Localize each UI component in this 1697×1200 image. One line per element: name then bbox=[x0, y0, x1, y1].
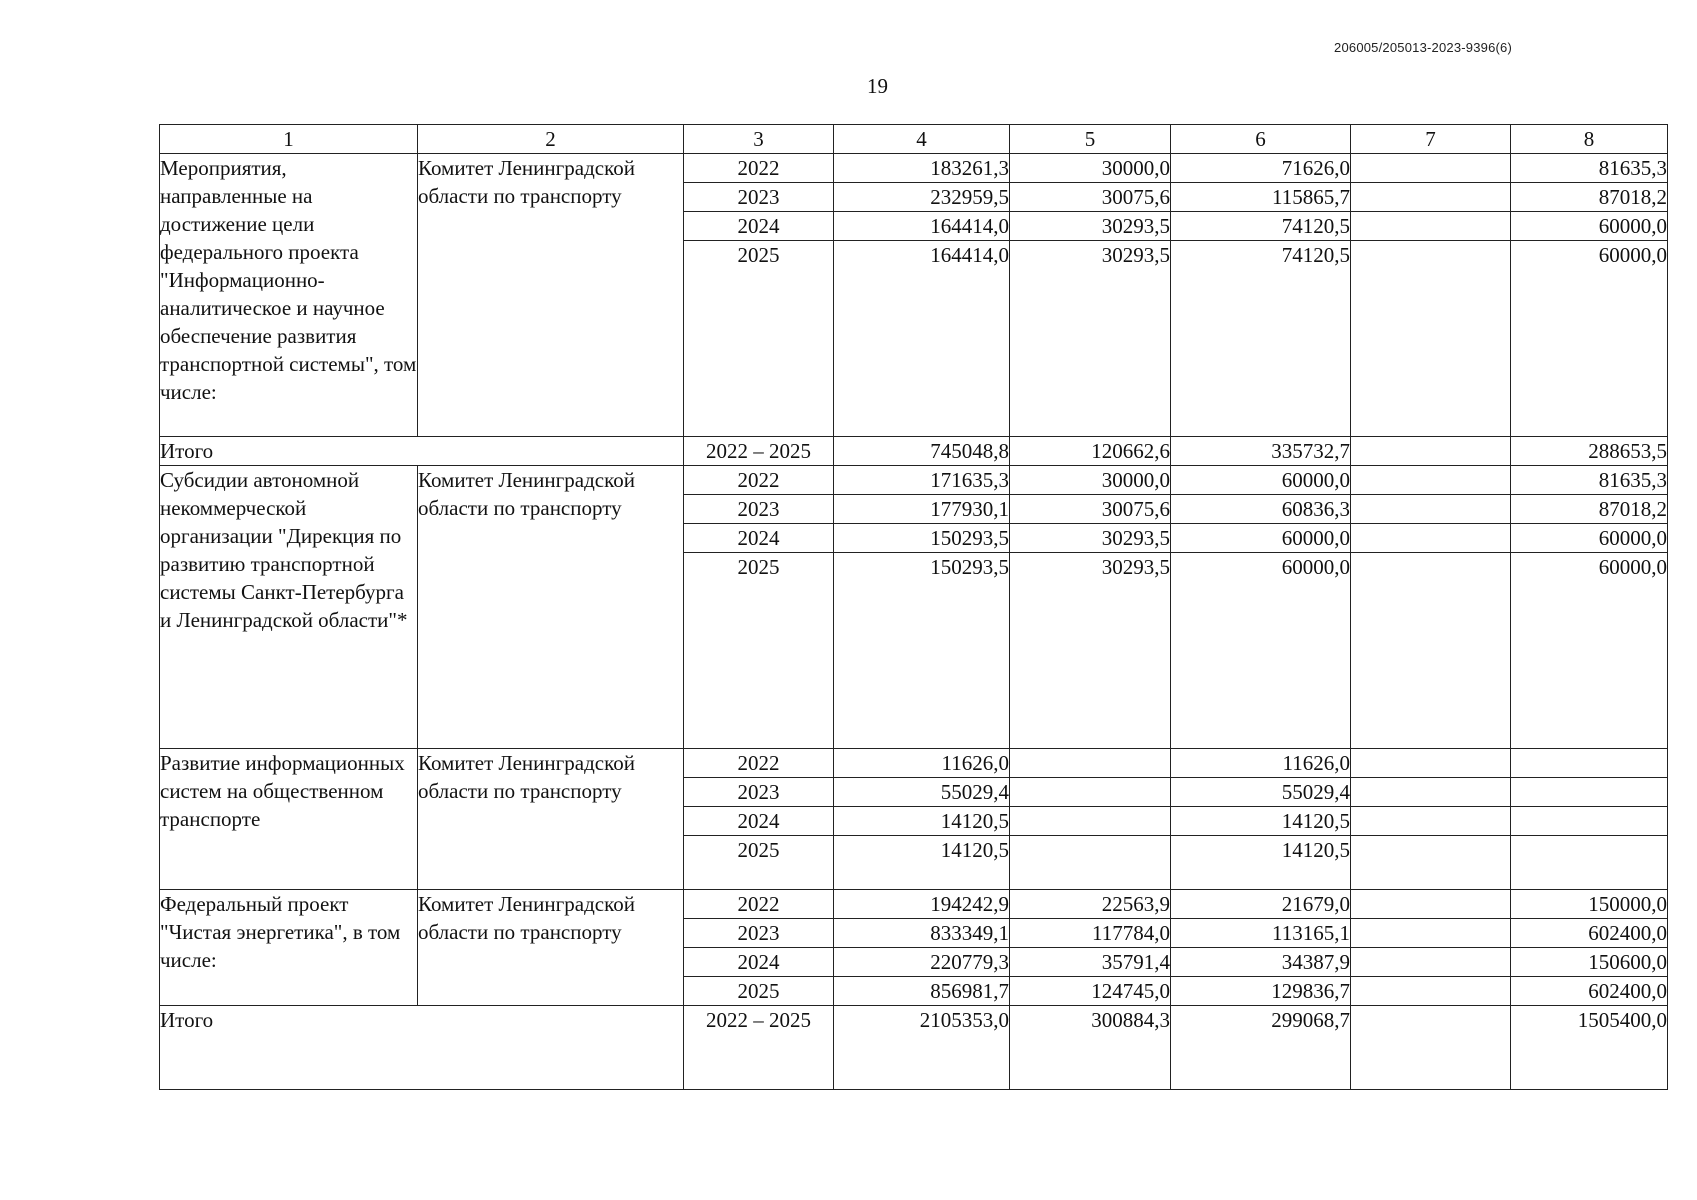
federal-amount: 120662,6 bbox=[1010, 437, 1171, 466]
regional-amount: 14120,5 bbox=[1171, 807, 1351, 836]
regional-amount: 60000,0 bbox=[1171, 553, 1351, 749]
year-cell: 2025 bbox=[684, 836, 834, 890]
header-cell: 5 bbox=[1010, 125, 1171, 154]
year-cell: 2024 bbox=[684, 807, 834, 836]
local-amount bbox=[1351, 778, 1511, 807]
other-amount: 60000,0 bbox=[1511, 524, 1668, 553]
table-row bbox=[160, 154, 1668, 183]
header-cell: 1 bbox=[160, 125, 418, 154]
other-amount: 150000,0 bbox=[1511, 890, 1668, 919]
total-amount: 745048,8 bbox=[834, 437, 1010, 466]
total-amount: 232959,5 bbox=[834, 183, 1010, 212]
measure-name: Федеральный проект "Чистая энергетика", в том числе: bbox=[160, 890, 418, 1006]
federal-amount: 30293,5 bbox=[1010, 241, 1171, 437]
table-row bbox=[160, 749, 1668, 778]
other-amount bbox=[1511, 778, 1668, 807]
header-cell: 2 bbox=[418, 125, 684, 154]
year-cell: 2025 bbox=[684, 241, 834, 437]
year-cell: 2022 bbox=[684, 749, 834, 778]
federal-amount: 22563,9 bbox=[1010, 890, 1171, 919]
total-amount: 164414,0 bbox=[834, 212, 1010, 241]
other-amount: 60000,0 bbox=[1511, 212, 1668, 241]
year-cell: 2025 bbox=[684, 553, 834, 749]
other-amount: 87018,2 bbox=[1511, 183, 1668, 212]
measure-name: Развитие информационных систем на общественном транспорте bbox=[160, 749, 418, 890]
total-amount: 220779,3 bbox=[834, 948, 1010, 977]
total-label: Итого bbox=[160, 437, 684, 466]
year-cell: 2025 bbox=[684, 977, 834, 1006]
local-amount bbox=[1351, 495, 1511, 524]
local-amount bbox=[1351, 154, 1511, 183]
budget-table bbox=[159, 124, 1668, 1090]
responsible-org: Комитет Ленинградской области по транспорту bbox=[418, 466, 684, 749]
local-amount bbox=[1351, 466, 1511, 495]
total-label: Итого bbox=[160, 1006, 684, 1090]
regional-amount: 11626,0 bbox=[1171, 749, 1351, 778]
local-amount bbox=[1351, 1006, 1511, 1090]
total-amount: 833349,1 bbox=[834, 919, 1010, 948]
federal-amount: 30293,5 bbox=[1010, 212, 1171, 241]
other-amount: 150600,0 bbox=[1511, 948, 1668, 977]
regional-amount: 115865,7 bbox=[1171, 183, 1351, 212]
local-amount bbox=[1351, 749, 1511, 778]
page-number: 19 bbox=[867, 74, 888, 98]
total-amount: 14120,5 bbox=[834, 836, 1010, 890]
other-amount: 60000,0 bbox=[1511, 553, 1668, 749]
total-amount: 171635,3 bbox=[834, 466, 1010, 495]
header-cell: 7 bbox=[1351, 125, 1511, 154]
header-cell: 3 bbox=[684, 125, 834, 154]
other-amount: 288653,5 bbox=[1511, 437, 1668, 466]
total-row bbox=[160, 1006, 1668, 1090]
total-amount: 177930,1 bbox=[834, 495, 1010, 524]
header-row bbox=[160, 125, 1668, 154]
federal-amount: 30293,5 bbox=[1010, 553, 1171, 749]
federal-amount: 30075,6 bbox=[1010, 183, 1171, 212]
regional-amount: 71626,0 bbox=[1171, 154, 1351, 183]
federal-amount: 35791,4 bbox=[1010, 948, 1171, 977]
regional-amount: 129836,7 bbox=[1171, 977, 1351, 1006]
regional-amount: 113165,1 bbox=[1171, 919, 1351, 948]
year-cell: 2023 bbox=[684, 183, 834, 212]
year-cell: 2023 bbox=[684, 778, 834, 807]
responsible-org: Комитет Ленинградской области по транспорту bbox=[418, 749, 684, 890]
other-amount: 602400,0 bbox=[1511, 977, 1668, 1006]
other-amount bbox=[1511, 749, 1668, 778]
total-amount: 2105353,0 bbox=[834, 1006, 1010, 1090]
regional-amount: 335732,7 bbox=[1171, 437, 1351, 466]
period-cell: 2022 – 2025 bbox=[684, 437, 834, 466]
header-cell: 6 bbox=[1171, 125, 1351, 154]
federal-amount bbox=[1010, 836, 1171, 890]
local-amount bbox=[1351, 919, 1511, 948]
measure-name: Субсидии автономной некоммерческой организации "Дирекция по развитию транспортной системы Санкт-Петербурга и Ленинградской области"* bbox=[160, 466, 418, 749]
total-amount: 194242,9 bbox=[834, 890, 1010, 919]
year-cell: 2023 bbox=[684, 919, 834, 948]
federal-amount: 124745,0 bbox=[1010, 977, 1171, 1006]
total-amount: 150293,5 bbox=[834, 553, 1010, 749]
regional-amount: 60000,0 bbox=[1171, 466, 1351, 495]
total-amount: 55029,4 bbox=[834, 778, 1010, 807]
other-amount: 81635,3 bbox=[1511, 154, 1668, 183]
local-amount bbox=[1351, 212, 1511, 241]
other-amount: 87018,2 bbox=[1511, 495, 1668, 524]
other-amount: 81635,3 bbox=[1511, 466, 1668, 495]
federal-amount bbox=[1010, 778, 1171, 807]
federal-amount bbox=[1010, 807, 1171, 836]
year-cell: 2022 bbox=[684, 154, 834, 183]
total-amount: 856981,7 bbox=[834, 977, 1010, 1006]
federal-amount bbox=[1010, 749, 1171, 778]
local-amount bbox=[1351, 836, 1511, 890]
other-amount bbox=[1511, 836, 1668, 890]
federal-amount: 30075,6 bbox=[1010, 495, 1171, 524]
total-amount: 183261,3 bbox=[834, 154, 1010, 183]
regional-amount: 14120,5 bbox=[1171, 836, 1351, 890]
header-cell: 8 bbox=[1511, 125, 1668, 154]
federal-amount: 117784,0 bbox=[1010, 919, 1171, 948]
other-amount: 602400,0 bbox=[1511, 919, 1668, 948]
local-amount bbox=[1351, 807, 1511, 836]
document-id: 206005/205013-2023-9396(6) bbox=[1334, 40, 1512, 55]
regional-amount: 60836,3 bbox=[1171, 495, 1351, 524]
year-cell: 2024 bbox=[684, 524, 834, 553]
total-amount: 150293,5 bbox=[834, 524, 1010, 553]
year-cell: 2022 bbox=[684, 466, 834, 495]
year-cell: 2024 bbox=[684, 948, 834, 977]
total-amount: 11626,0 bbox=[834, 749, 1010, 778]
header-cell: 4 bbox=[834, 125, 1010, 154]
federal-amount: 30000,0 bbox=[1010, 154, 1171, 183]
local-amount bbox=[1351, 948, 1511, 977]
total-row bbox=[160, 437, 1668, 466]
table-row bbox=[160, 466, 1668, 495]
local-amount bbox=[1351, 437, 1511, 466]
year-cell: 2022 bbox=[684, 890, 834, 919]
table-row bbox=[160, 890, 1668, 919]
regional-amount: 74120,5 bbox=[1171, 212, 1351, 241]
other-amount bbox=[1511, 807, 1668, 836]
local-amount bbox=[1351, 183, 1511, 212]
period-cell: 2022 – 2025 bbox=[684, 1006, 834, 1090]
regional-amount: 34387,9 bbox=[1171, 948, 1351, 977]
regional-amount: 299068,7 bbox=[1171, 1006, 1351, 1090]
regional-amount: 21679,0 bbox=[1171, 890, 1351, 919]
year-cell: 2023 bbox=[684, 495, 834, 524]
local-amount bbox=[1351, 553, 1511, 749]
total-amount: 14120,5 bbox=[834, 807, 1010, 836]
responsible-org: Комитет Ленинградской области по транспорту bbox=[418, 154, 684, 437]
other-amount: 1505400,0 bbox=[1511, 1006, 1668, 1090]
total-amount: 164414,0 bbox=[834, 241, 1010, 437]
responsible-org: Комитет Ленинградской области по транспорту bbox=[418, 890, 684, 1006]
regional-amount: 60000,0 bbox=[1171, 524, 1351, 553]
measure-name: Мероприятия, направленные на достижение цели федерального проекта "Информационно-аналитическое и научное обеспечение развития транспортной системы", том числе: bbox=[160, 154, 418, 437]
local-amount bbox=[1351, 890, 1511, 919]
other-amount: 60000,0 bbox=[1511, 241, 1668, 437]
regional-amount: 74120,5 bbox=[1171, 241, 1351, 437]
federal-amount: 30000,0 bbox=[1010, 466, 1171, 495]
federal-amount: 30293,5 bbox=[1010, 524, 1171, 553]
local-amount bbox=[1351, 977, 1511, 1006]
regional-amount: 55029,4 bbox=[1171, 778, 1351, 807]
federal-amount: 300884,3 bbox=[1010, 1006, 1171, 1090]
year-cell: 2024 bbox=[684, 212, 834, 241]
local-amount bbox=[1351, 241, 1511, 437]
local-amount bbox=[1351, 524, 1511, 553]
